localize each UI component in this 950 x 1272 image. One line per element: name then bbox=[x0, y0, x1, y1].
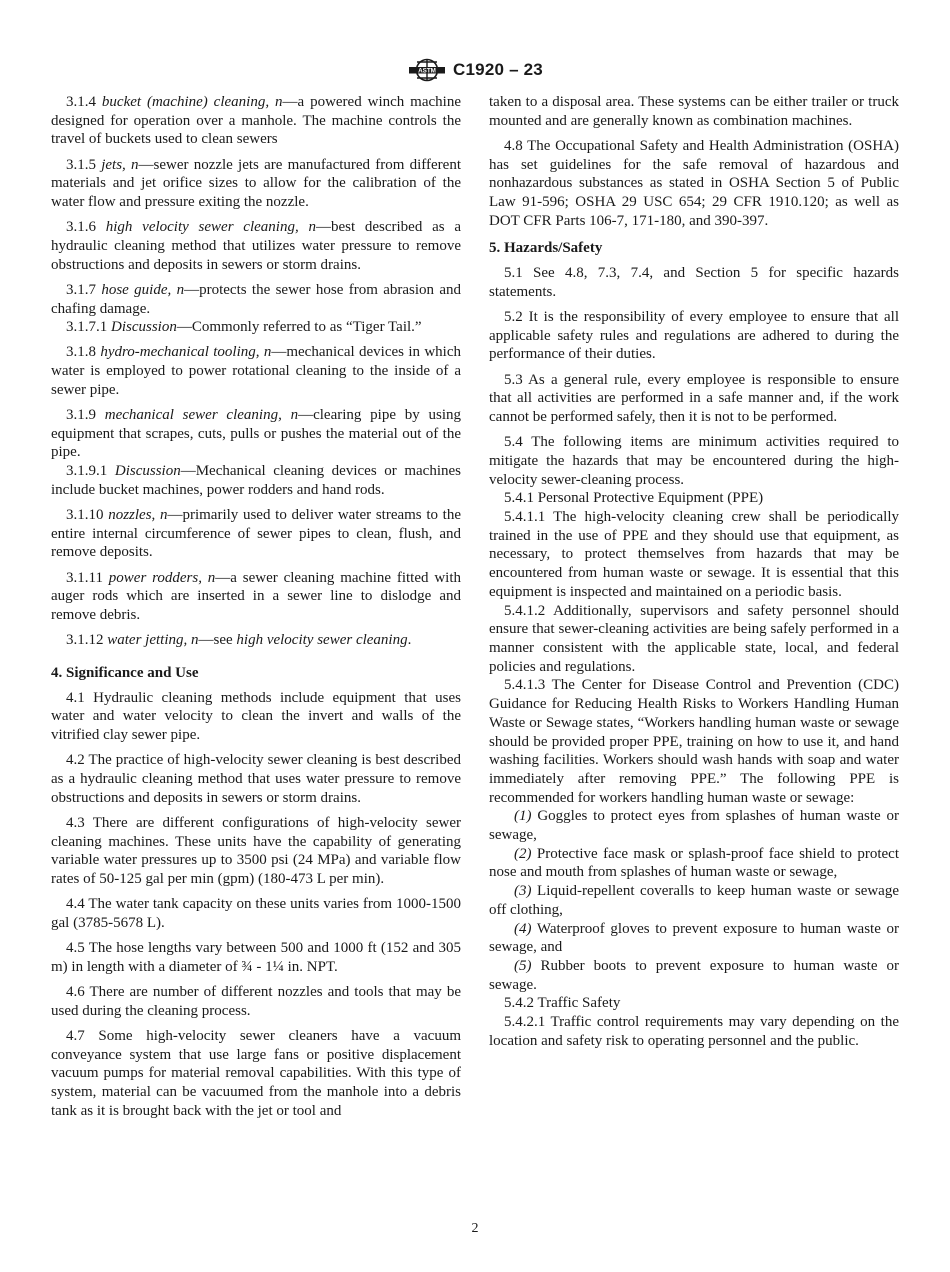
clause-number: 3.1.4 bbox=[66, 94, 96, 110]
definition-3-1-7 bbox=[51, 281, 461, 318]
paragraph-4-7: 4.7 Some high-velocity sewer cleaners have a vacuum conveyance system that use large fans or positive displacement vacuum pumps for material removal capabilities. With this type of system, material can be vacuumed from the manhole into a debris tank as it is brought back with the jet or tool and bbox=[51, 1027, 461, 1119]
definition-3-1-10 bbox=[51, 506, 461, 562]
document-designation: C1920 – 23 bbox=[453, 60, 543, 79]
paragraph-5-4-1: 5.4.1 Personal Protective Equipment (PPE) bbox=[504, 490, 764, 507]
defined-term: water jetting, n bbox=[107, 632, 199, 649]
paragraph-5-4-2-1: 5.4.2.1 Traffic control requirements may vary depending on the location and safety risk to operating personnel and the public. bbox=[489, 1014, 899, 1049]
paragraph-4-1: 4.1 Hydraulic cleaning methods include equipment that uses water and water velocity to clean the invert and walls of the vitrified clay sewer pipe. bbox=[51, 689, 461, 744]
list-item-number: (4) bbox=[514, 920, 532, 937]
paragraph-5-4-1-2: 5.4.1.2 Additionally, supervisors and safety personnel should ensure that sewer-cleaning activities are being safely performed in a manner consistent with the applicable state, local, and federal policies and regulations. bbox=[489, 602, 899, 675]
definition-text: —a powered winch machine designed for operation over a manhole. The machine controls the travel of buckets used to clean sewers bbox=[51, 94, 461, 148]
defined-term: jets, n bbox=[101, 156, 139, 173]
list-item-text: Waterproof gloves to prevent exposure to human waste or sewage, and bbox=[489, 920, 899, 956]
paragraph-4-7-continued: taken to a disposal area. These systems can be either trailer or truck mounted and are generally known as combination machines. bbox=[489, 94, 899, 129]
list-item-number: (1) bbox=[514, 808, 532, 825]
clause-number: 3.1.12 bbox=[66, 632, 104, 649]
list-item-number: (2) bbox=[514, 845, 532, 862]
paragraph-4-8: 4.8 The Occupational Safety and Health Administration (OSHA) has set guidelines for the safe removal of hazardous and nonhazardous substances as stated in OSHA Section 5 of Public Law 91-596; OSHA 29 USC 654; 29 CFR 1910.120; as well as DOT CFR Parts 106-7, 171-180, and 390-397. bbox=[489, 137, 899, 229]
paragraph-5-4: 5.4 The following items are minimum activities required to mitigate the hazards that may be encountered during the high-velocity sewer-cleaning process. bbox=[489, 434, 899, 488]
definition-text: —sewer nozzle jets are manufactured from different materials and jet orifice sizes to allow for the calibration of the water flow and pressure exiting the nozzle. bbox=[51, 156, 461, 211]
left-column bbox=[51, 93, 461, 1120]
definition-text: —primarily used to deliver water streams to the entire internal circumference of sewer pipes to clean, flush, and remove deposits. bbox=[51, 507, 462, 561]
cross-reference: high velocity sewer cleaning bbox=[236, 632, 408, 649]
right-column bbox=[489, 93, 899, 1050]
page-header bbox=[0, 57, 950, 83]
list-item-text: Goggles to protect eyes from splashes of human waste or sewage, bbox=[489, 808, 899, 844]
list-item-text: Protective face mask or splash-proof face shield to protect nose and mouth from splashes of human waste or sewage, bbox=[489, 845, 899, 881]
clause-number: 3.1.7.1 bbox=[66, 319, 108, 336]
ppe-list-item bbox=[489, 882, 899, 919]
list-item-number: (3) bbox=[514, 883, 532, 900]
clause-number: 3.1.5 bbox=[66, 156, 96, 173]
definition-3-1-6 bbox=[51, 218, 461, 274]
defined-term: bucket (machine) cleaning, n bbox=[101, 94, 283, 110]
paragraph-5-1: 5.1 See 4.8, 7.3, 7.4, and Section 5 for specific hazards statements. bbox=[489, 265, 899, 300]
ppe-list-item bbox=[489, 845, 899, 882]
definition-text: —see bbox=[198, 632, 237, 649]
discussion-text: —Commonly referred to as “Tiger Tail.” bbox=[176, 319, 422, 336]
paragraph-5-3: 5.3 As a general rule, every employee is responsible to ensure that all activities are performed in a safe manner and, if the work cannot be performed safely, then it is not to be performed. bbox=[489, 371, 899, 426]
ppe-list-item bbox=[489, 807, 899, 844]
logo-text: ASTM bbox=[418, 67, 436, 75]
definition-text: —mechanical devices in which water is employed to power rotational cleaning to the inside of a sewer pipe. bbox=[51, 344, 461, 398]
section-4-heading: 4. Significance and Use bbox=[51, 664, 199, 681]
paragraph-4-2: 4.2 The practice of high-velocity sewer cleaning is best described as a hydraulic cleaning method that uses water pressure to remove obstructions and deposits in sewers or storm drains. bbox=[51, 752, 461, 806]
definition-3-1-5 bbox=[51, 156, 461, 212]
defined-term: nozzles, n bbox=[108, 507, 168, 524]
discussion-text: —Mechanical cleaning devices or machines include bucket machines, power rodders and hand rods. bbox=[51, 463, 462, 498]
definition-3-1-4 bbox=[51, 93, 461, 149]
ppe-list-item bbox=[489, 920, 899, 957]
paragraph-5-2: 5.2 It is the responsibility of every employee to ensure that all applicable safety rules and regulations are adhered to during the performance of their duties. bbox=[489, 309, 899, 363]
astm-logo-icon bbox=[407, 58, 447, 82]
defined-term: hydro-mechanical tooling, n bbox=[100, 344, 272, 361]
paragraph-4-4: 4.4 The water tank capacity on these units varies from 1000-1500 gal (3785-5678 L). bbox=[51, 896, 461, 931]
clause-number: 3.1.7 bbox=[66, 281, 96, 298]
paragraph-4-5: 4.5 The hose lengths vary between 500 and 1000 ft (152 and 305 m) in length with a diameter of ¾ - 1¼ in. NPT. bbox=[51, 940, 461, 975]
clause-number: 3.1.9.1 bbox=[66, 463, 108, 480]
paragraph-5-4-1-1: 5.4.1.1 The high-velocity cleaning crew shall be periodically trained in the use of PPE and they should use that equipment, as necessary, to protect themselves from hazards that may be encountered from human waste or sewage. It is essential that this equipment is inspected and maintained on a periodic basis. bbox=[489, 509, 899, 600]
clause-number: 3.1.11 bbox=[66, 569, 103, 586]
defined-term: high velocity sewer cleaning, n bbox=[105, 219, 316, 236]
list-item-text: Rubber boots to prevent exposure to human waste or sewage. bbox=[489, 957, 899, 993]
clause-number: 3.1.6 bbox=[66, 219, 96, 236]
definition-3-1-11 bbox=[51, 569, 461, 625]
definition-3-1-8 bbox=[51, 343, 461, 399]
definition-3-1-9 bbox=[51, 406, 461, 462]
clause-number: 3.1.8 bbox=[66, 344, 96, 361]
discussion-label: Discussion bbox=[111, 319, 177, 336]
list-item-text: Liquid-repellent coveralls to keep human waste or sewage off clothing, bbox=[489, 883, 899, 918]
paragraph-4-3: 4.3 There are different configurations of high-velocity sewer cleaning machines. These units have the capability of generating variable water pressures up to 3500 psi (24 MPa) and variable flow rates of 50-125 gal per min (gpm) (180-473 L per min). bbox=[51, 814, 461, 888]
defined-term: hose guide, n bbox=[101, 281, 185, 298]
definition-text: —clearing pipe by using equipment that scrapes, cuts, pulls or pushes the material out of the pipe. bbox=[51, 407, 462, 461]
clause-number: 3.1.9 bbox=[66, 407, 96, 424]
defined-term: power rodders, n bbox=[108, 569, 216, 586]
paragraph-5-4-1-3: 5.4.1.3 The Center for Disease Control and Prevention (CDC) Guidance for Reducing Health Risks to Workers Handling Human Waste or Sewage states, “Workers handling human waste or sewage should be provided proper PPE, training on how to use it, and hand washing facilities. Workers should wash hands with soap and water immediately after removing PPE.” The following PPE is recommended for workers handling human waste or sewage: bbox=[489, 677, 899, 806]
definition-text: —protects the sewer hose from abrasion and chafing damage. bbox=[51, 281, 462, 317]
defined-term: mechanical sewer cleaning, n bbox=[104, 407, 299, 424]
definition-text: —best described as a hydraulic cleaning method that utilizes water pressure to remove obstructions and deposits in sewers or storm drains. bbox=[51, 219, 461, 273]
discussion-label: Discussion bbox=[114, 463, 181, 480]
definition-text: —a sewer cleaning machine fitted with auger rods which are inserted in a sewer line to dislodge and remove debris. bbox=[51, 569, 461, 624]
paragraph-4-6: 4.6 There are number of different nozzles and tools that may be used during the cleaning process. bbox=[51, 984, 461, 1019]
discussion-3-1-7-1 bbox=[51, 318, 461, 337]
list-item-number: (5) bbox=[514, 957, 532, 974]
page-number: 2 bbox=[471, 1221, 479, 1236]
paragraph-5-4-2: 5.4.2 Traffic Safety bbox=[504, 995, 621, 1012]
ppe-list-item bbox=[489, 957, 899, 994]
definition-end: . bbox=[407, 632, 412, 649]
section-5-heading: 5. Hazards/Safety bbox=[489, 240, 603, 257]
discussion-3-1-9-1 bbox=[51, 462, 461, 499]
clause-number: 3.1.10 bbox=[66, 507, 104, 524]
definition-3-1-12 bbox=[51, 631, 461, 650]
